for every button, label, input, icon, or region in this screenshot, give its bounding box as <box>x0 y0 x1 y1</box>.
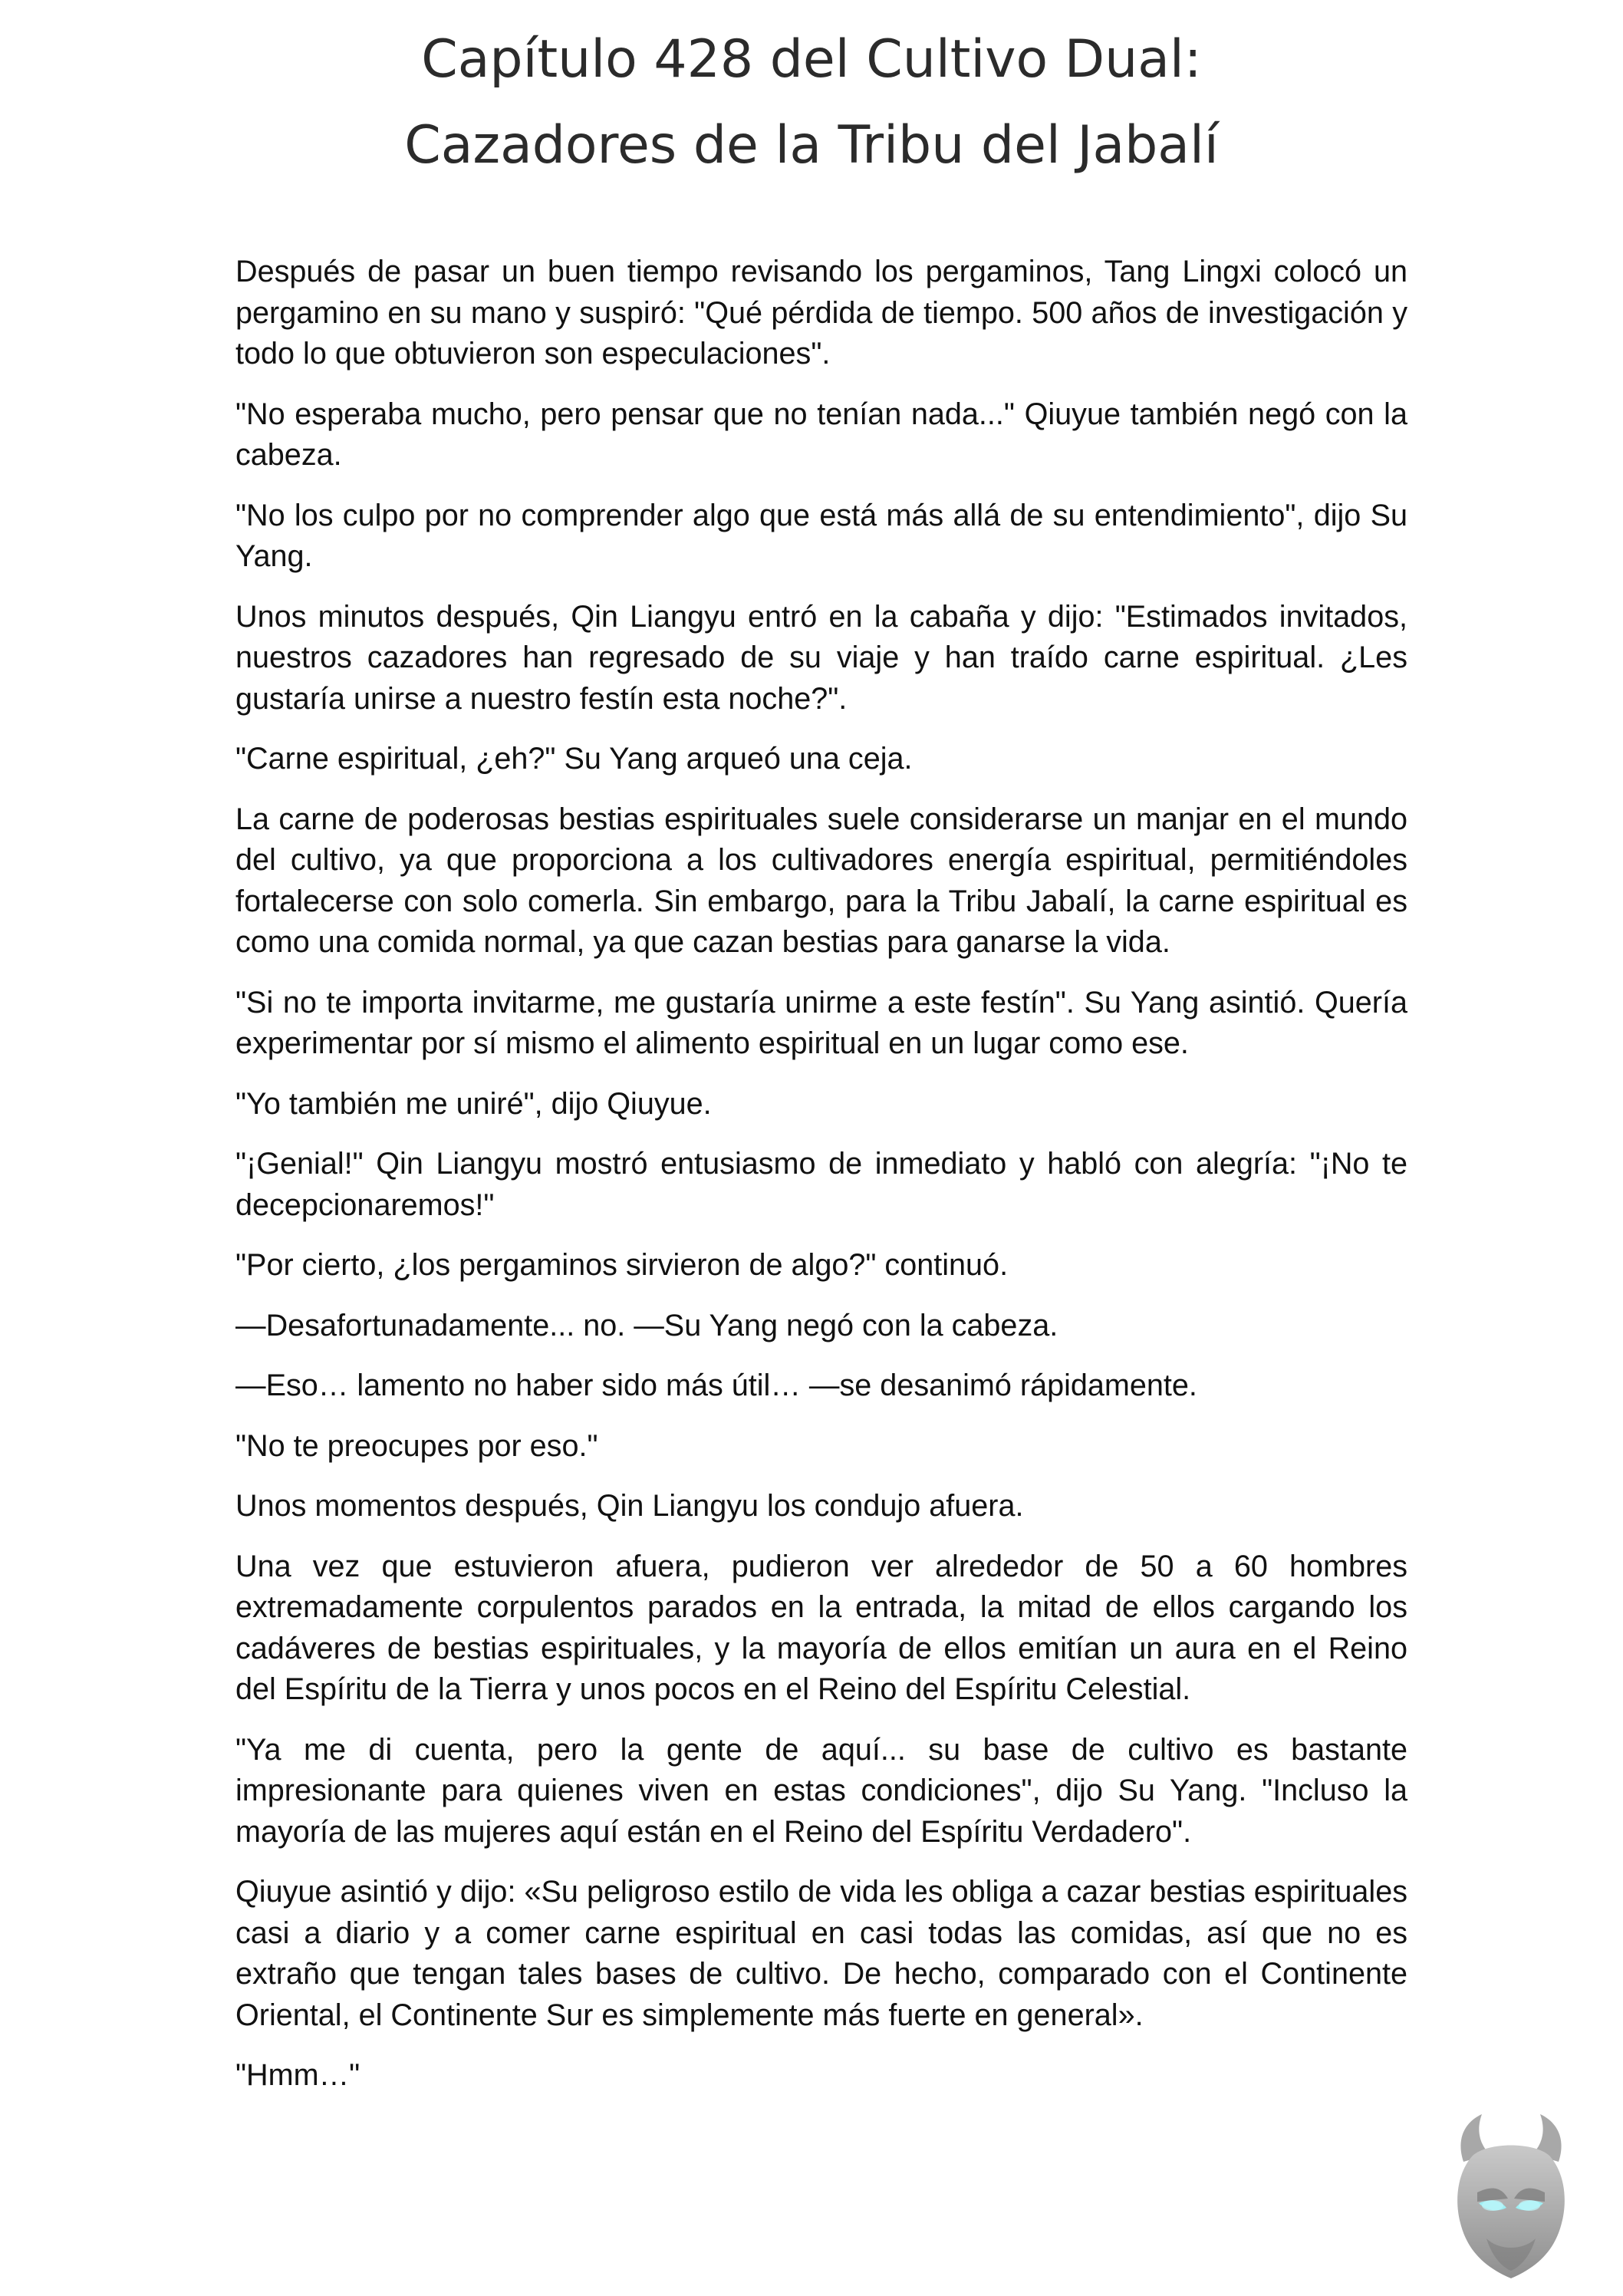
paragraph: Después de pasar un buen tiempo revisando los pergaminos, Tang Lingxi colocó un pergamino en su mano y suspiró: "Qué pérdida de tiempo. 500 años de investigación y todo lo que obtuvieron son especulaciones". <box>235 255 1407 371</box>
paragraph: "¡Genial!" Qin Liangyu mostró entusiasmo de inmediato y habló con alegría: "¡No te decepcionaremos!" <box>235 1147 1407 1222</box>
paragraph: "Por cierto, ¿los pergaminos sirvieron de algo?" continuó. <box>235 1248 1009 1282</box>
paragraph: "Carne espiritual, ¿eh?" Su Yang arqueó una ceja. <box>235 742 913 776</box>
chapter-body <box>235 252 1407 2116</box>
paragraph: Unos minutos después, Qin Liangyu entró en la cabaña y dijo: "Estimados invitados, nuestros cazadores han regresado de su viaje y han traído carne espiritual. ¿Les gustaría unirse a nuestro festín esta noche?". <box>235 599 1407 716</box>
paragraph: Qiuyue asintió y dijo: «Su peligroso estilo de vida les obliga a cazar bestias espirituales casi a diario y a comer carne espiritual en casi todas las comidas, así que no es extraño que tengan tales bases de cultivo. De hecho, comparado con el Continente Oriental, el Continente Sur es simplemente más fuerte en general». <box>235 1875 1407 2032</box>
chapter-title-line-1: Capítulo 428 del Cultivo Dual: <box>421 29 1202 90</box>
paragraph: La carne de poderosas bestias espirituales suele considerarse un manjar en el mundo del cultivo, ya que proporciona a los cultivadores energía espiritual, permitiéndoles fortalecerse con solo comerla. Sin embargo, para la Tribu Jabalí, la carne espiritual es como una comida normal, ya que cazan bestias para ganarse la vida. <box>235 802 1407 959</box>
paragraph: Una vez que estuvieron afuera, pudieron ver alrededor de 50 a 60 hombres extremadamente corpulentos parados en la entrada, la mitad de ellos cargando los cadáveres de bestias espirituales, y la mayoría de ellos emitían un aura en el Reino del Espíritu de la Tierra y unos pocos en el Reino del Espíritu Celestial. <box>235 1549 1407 1706</box>
paragraph: "No te preocupes por eso." <box>235 1428 598 1463</box>
paragraph: "No esperaba mucho, pero pensar que no tenían nada..." Qiuyue también negó con la cabeza. <box>235 397 1407 472</box>
demon-head-icon <box>1442 2108 1580 2284</box>
paragraph: "Yo también me uniré", dijo Qiuyue. <box>235 1086 712 1121</box>
paragraph: —Eso… lamento no haber sido más útil… —se desanimó rápidamente. <box>235 1369 1197 1402</box>
paragraph: "Ya me di cuenta, pero la gente de aquí... su base de cultivo es bastante impresionante para quienes viven en estas condiciones", dijo Su Yang. "Incluso la mayoría de las mujeres aquí están en el Reino del Espíritu Verdadero". <box>235 1732 1407 1849</box>
paragraph: —Desafortunadamente... no. —Su Yang negó con la cabeza. <box>235 1308 1058 1342</box>
paragraph: "No los culpo por no comprender algo que está más allá de su entendimiento", dijo Su Yang. <box>235 498 1407 573</box>
paragraph: Unos momentos después, Qin Liangyu los condujo afuera. <box>235 1489 1024 1523</box>
chapter-title <box>0 17 1623 189</box>
paragraph: "Si no te importa invitarme, me gustaría unirme a este festín". Su Yang asintió. Quería experimentar por sí mismo el alimento espiritual en un lugar como ese. <box>235 985 1407 1060</box>
chapter-title-line-2: Cazadores de la Tribu del Jabalí <box>404 115 1219 176</box>
paragraph: "Hmm…" <box>235 2058 360 2092</box>
